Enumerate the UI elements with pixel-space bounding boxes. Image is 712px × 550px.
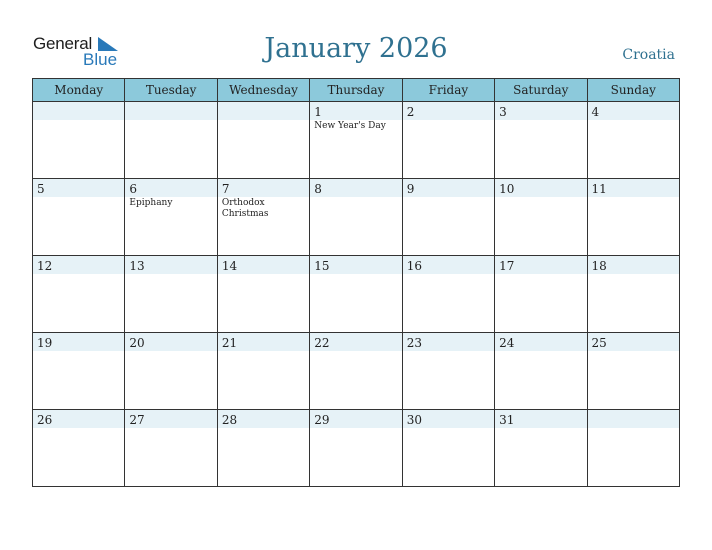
calendar-grid bbox=[32, 78, 680, 487]
day-cell bbox=[402, 410, 494, 487]
weekday-header: Wednesday bbox=[217, 79, 309, 102]
day-number-strip bbox=[588, 410, 679, 428]
day-cell bbox=[217, 333, 309, 410]
day-number-strip bbox=[310, 102, 401, 120]
day-number: 8 bbox=[314, 182, 322, 196]
day-number-strip bbox=[403, 102, 494, 120]
day-number: 10 bbox=[499, 182, 515, 196]
day-number: 19 bbox=[37, 336, 53, 350]
day-cell bbox=[217, 256, 309, 333]
day-number: 29 bbox=[314, 413, 330, 427]
day-cell bbox=[217, 410, 309, 487]
day-cell bbox=[125, 410, 217, 487]
day-cell bbox=[587, 333, 679, 410]
day-number: 7 bbox=[221, 182, 230, 196]
day-cell bbox=[33, 256, 125, 333]
day-number: 15 bbox=[314, 259, 330, 273]
day-cell bbox=[125, 256, 217, 333]
weekday-header: Monday bbox=[33, 79, 125, 102]
day-cell bbox=[587, 179, 679, 256]
day-number: 14 bbox=[221, 259, 238, 273]
day-number: 28 bbox=[221, 413, 238, 427]
week-row bbox=[33, 256, 680, 333]
holiday-label: Epiphany bbox=[129, 198, 173, 208]
day-cell bbox=[402, 102, 494, 179]
day-cell bbox=[587, 256, 679, 333]
day-cell bbox=[33, 179, 125, 256]
day-number-strip bbox=[218, 102, 309, 120]
day-number: 17 bbox=[499, 259, 515, 273]
week-row bbox=[33, 179, 680, 256]
week-row bbox=[33, 410, 680, 487]
day-cell bbox=[33, 410, 125, 487]
holiday-label: Orthodox Christmas bbox=[221, 198, 269, 219]
day-cell bbox=[402, 256, 494, 333]
day-number: 13 bbox=[129, 259, 145, 273]
day-cell bbox=[402, 179, 494, 256]
day-number-strip bbox=[495, 102, 586, 120]
day-cell bbox=[495, 410, 587, 487]
week-row bbox=[33, 333, 680, 410]
day-number: 2 bbox=[406, 105, 415, 119]
day-cell bbox=[402, 333, 494, 410]
day-number: 27 bbox=[129, 413, 145, 427]
page-title: January 2026 bbox=[264, 33, 448, 64]
week-row bbox=[33, 102, 680, 179]
day-number: 5 bbox=[37, 182, 45, 196]
weekday-header-row bbox=[33, 79, 680, 102]
day-cell bbox=[217, 102, 309, 179]
day-cell bbox=[310, 102, 402, 179]
weekday-header: Friday bbox=[402, 79, 494, 102]
day-number-strip bbox=[310, 179, 401, 197]
day-number: 6 bbox=[129, 182, 138, 196]
logo-text-general: General bbox=[33, 34, 93, 53]
day-number: 20 bbox=[129, 336, 145, 350]
day-cell bbox=[587, 410, 679, 487]
day-number: 30 bbox=[406, 413, 422, 427]
day-number-strip bbox=[218, 179, 309, 197]
day-number-strip bbox=[588, 102, 679, 120]
weekday-header: Sunday bbox=[587, 79, 679, 102]
day-number-strip bbox=[33, 179, 124, 197]
day-cell bbox=[495, 333, 587, 410]
day-number: 22 bbox=[314, 336, 330, 350]
day-number: 11 bbox=[591, 182, 607, 196]
day-number-strip bbox=[403, 179, 494, 197]
day-number-strip bbox=[125, 179, 216, 197]
country-label: Croatia bbox=[622, 47, 675, 63]
day-cell bbox=[495, 256, 587, 333]
day-cell bbox=[587, 102, 679, 179]
day-number: 31 bbox=[499, 413, 515, 427]
day-cell bbox=[310, 179, 402, 256]
day-number: 21 bbox=[221, 336, 238, 350]
day-cell bbox=[310, 410, 402, 487]
day-cell bbox=[125, 179, 217, 256]
weekday-header: Tuesday bbox=[125, 79, 217, 102]
day-number: 9 bbox=[406, 182, 415, 196]
day-number: 24 bbox=[499, 336, 515, 350]
day-cell bbox=[310, 256, 402, 333]
day-number: 26 bbox=[37, 413, 53, 427]
day-number: 4 bbox=[591, 105, 600, 119]
day-cell bbox=[125, 102, 217, 179]
day-number: 23 bbox=[406, 336, 422, 350]
day-cell bbox=[33, 102, 125, 179]
weekday-header: Thursday bbox=[310, 79, 402, 102]
day-number: 12 bbox=[37, 259, 53, 273]
day-cell bbox=[125, 333, 217, 410]
holiday-label: New Year's Day bbox=[314, 121, 386, 131]
weekday-header: Saturday bbox=[495, 79, 587, 102]
day-cell bbox=[495, 102, 587, 179]
day-cell bbox=[310, 333, 402, 410]
day-number: 3 bbox=[499, 105, 507, 119]
day-number-strip bbox=[125, 102, 216, 120]
day-cell bbox=[217, 179, 309, 256]
logo-text-blue: Blue bbox=[83, 50, 118, 69]
day-cell bbox=[33, 333, 125, 410]
day-number: 16 bbox=[406, 259, 422, 273]
day-cell bbox=[495, 179, 587, 256]
day-number: 18 bbox=[591, 259, 607, 273]
day-number-strip bbox=[33, 102, 124, 120]
day-number: 1 bbox=[314, 105, 322, 119]
day-number: 25 bbox=[591, 336, 607, 350]
